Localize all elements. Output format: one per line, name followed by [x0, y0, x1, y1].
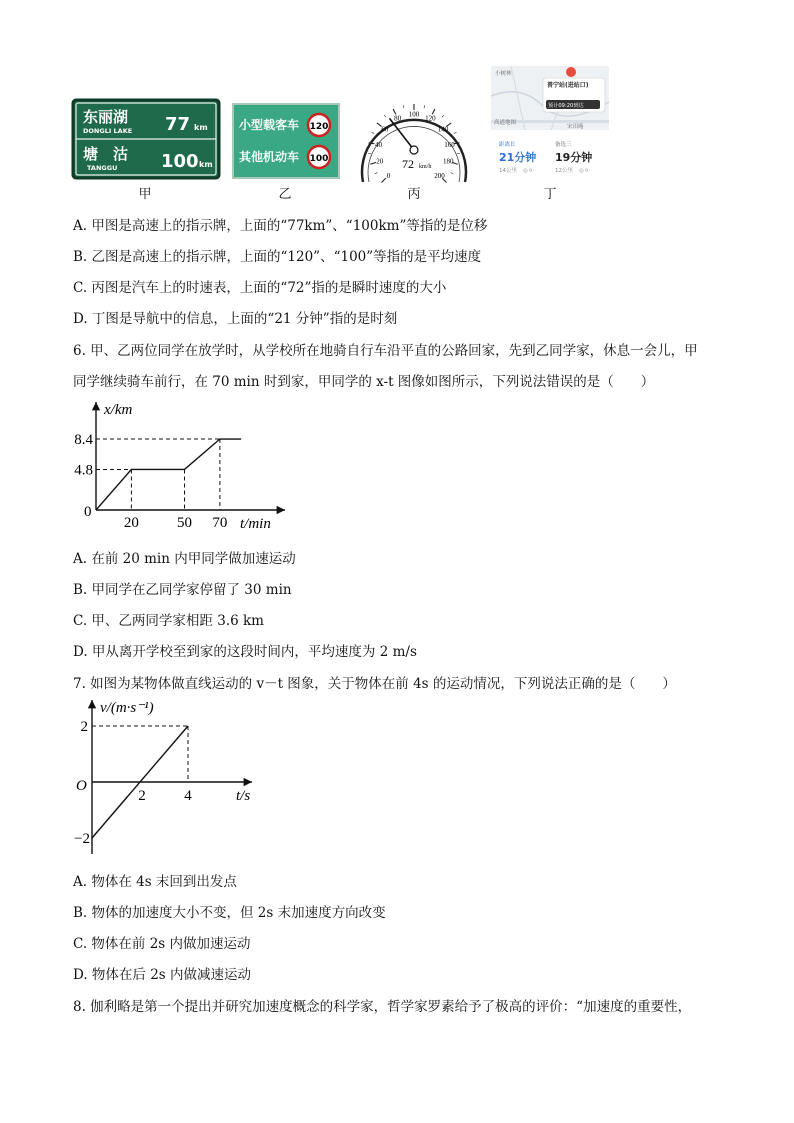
y-tick-2: 2 — [80, 719, 88, 735]
xt-graph — [74, 398, 300, 536]
origin-label: O — [76, 778, 87, 794]
figure-ding — [491, 66, 609, 180]
gauge-tick-label: 180 — [442, 157, 454, 166]
x-tick-2: 2 — [138, 788, 146, 804]
q5-option-b: B. 乙图是高速上的指示牌，上面的“120”、“100”等指的是平均速度 — [73, 249, 482, 265]
x-axis-label: t/min — [240, 516, 271, 532]
route1-label: 距离长 — [499, 142, 516, 148]
caption-yi: 乙 — [278, 187, 292, 202]
station-name: 普宁站(进站口) — [547, 82, 589, 89]
route2-dist: 12公里 — [555, 168, 573, 174]
q6-option-a: A. 在前 20 min 内甲同学做加速运动 — [73, 551, 296, 567]
navigation-screenshot — [491, 66, 609, 180]
vt-chart-svg — [70, 696, 270, 856]
sign-dest2-en: TANGGU — [87, 164, 118, 172]
map-label-left: 高道地图 — [494, 120, 517, 126]
gauge-tick-label: 140 — [437, 125, 449, 134]
x-tick-50: 50 — [177, 515, 192, 531]
limit-value1: 120 — [309, 122, 329, 132]
needle-hub — [410, 146, 418, 154]
q7-option-a: A. 物体在 4s 末回到出发点 — [73, 874, 237, 890]
sign-dist1: 77 — [165, 114, 191, 135]
q7-option-c: C. 物体在前 2s 内做加速运动 — [73, 936, 251, 952]
route2-time: 19分钟 — [555, 151, 593, 164]
q7-stem: 7. 如图为某物体做直线运动的 v－t 图象，关于物体在前 4s 的运动情况，下列说法正确的是（ ） — [73, 676, 676, 692]
caption-ding: 丁 — [543, 187, 557, 202]
q7-option-d: D. 物体在后 2s 内做减速运动 — [73, 967, 252, 983]
sign-dest1-en: DONGLI LAKE — [83, 127, 133, 135]
q6-option-c: C. 甲、乙两同学家相距 3.6 km — [73, 613, 264, 629]
y-axis-label: v/(m·s⁻¹) — [100, 700, 154, 716]
gauge-tick-label: 40 — [374, 140, 382, 149]
route1-dist: 14公里 — [499, 168, 517, 174]
q6-option-b: B. 甲同学在乙同学家停留了 30 min — [73, 582, 292, 598]
q5-option-a: A. 甲图是高速上的指示牌，上面的“77km”、“100km”等指的是位移 — [73, 218, 488, 234]
gauge-tick — [384, 115, 386, 117]
gauge-tick — [372, 132, 375, 133]
destination-pin-icon — [566, 67, 576, 77]
route1-lights-count: 9 — [529, 168, 532, 174]
eta-text: 预计09:20到达 — [548, 103, 584, 109]
origin-label: 0 — [84, 504, 92, 520]
sign-dest2-cn: 塘 沽 — [83, 145, 129, 163]
figure-bing — [355, 92, 473, 182]
figure-yi — [233, 104, 339, 178]
gauge-tick — [442, 115, 444, 117]
route2-lights: ◎ — [579, 168, 584, 174]
speed-reading: 72 — [402, 157, 414, 171]
q5-option-c: C. 丙图是汽车上的时速表，上面的“72”指的是瞬时速度的大小 — [73, 280, 447, 296]
vt-graph — [70, 696, 270, 856]
q7-option-b: B. 物体的加速度大小不变，但 2s 末加速度方向改变 — [73, 905, 386, 921]
sign-dist2: 100 — [161, 151, 199, 172]
caption-jia: 甲 — [138, 187, 152, 202]
y-tick-8-4: 8.4 — [74, 432, 93, 449]
x-axis-label: t/s — [236, 788, 251, 804]
gauge-tick-label: 160 — [444, 140, 455, 149]
gauge-tick-label: 200 — [434, 171, 445, 180]
map-label-top: 小树林 — [495, 71, 512, 77]
gauge-tick-label: 120 — [425, 114, 436, 123]
x-tick-70: 70 — [212, 515, 228, 531]
q8-stem: 8. 伽利略是第一个提出并研究加速度概念的科学家，哲学家罗素给予了极高的评价：“加速度的重要性， — [73, 999, 692, 1015]
speedometer — [355, 92, 473, 182]
gauge-tick-label: 80 — [394, 114, 402, 123]
gauge-tick — [424, 105, 425, 108]
q6-stem-line2: 同学继续骑车前行，在 70 min 时到家，甲同学的 x-t 图像如图所示，下列说法错误的是（ ） — [73, 374, 655, 390]
sign-unit2: km — [199, 160, 213, 169]
limit-value2: 100 — [309, 154, 329, 164]
gauge-tick-label: 100 — [408, 110, 420, 119]
y-axis-label: x/km — [104, 402, 133, 418]
q6-option-d: D. 甲从离开学校至到家的这段时间内，平均速度为 2 m/s — [73, 644, 417, 660]
gauge-tick-label: 0 — [386, 171, 391, 180]
map-label-right: 宋田庵 — [567, 124, 584, 130]
caption-bing: 丙 — [407, 187, 421, 202]
y-tick-neg2: −2 — [74, 831, 90, 847]
route1-time: 21分钟 — [499, 151, 537, 164]
xt-series-line — [96, 439, 241, 510]
route1-lights: ◎ — [523, 168, 528, 174]
route2-lights-count: 9 — [585, 168, 588, 174]
x-tick-20: 20 — [123, 515, 139, 531]
q6-stem-line1: 6. 甲、乙两位同学在放学时，从学校所在地骑自行车沿平直的公路回家，先到乙同学家，休息一会儿，甲 — [73, 343, 698, 359]
gauge-tick-label: 20 — [376, 157, 384, 166]
figure-jia — [73, 100, 219, 178]
speed-limit-sign — [233, 104, 339, 178]
gauge-tick — [454, 132, 457, 133]
gauge-tick-label: 60 — [381, 125, 389, 134]
xt-chart-svg — [74, 398, 300, 536]
road-sign-distance — [73, 100, 219, 178]
sign-dest1-cn: 东丽湖 — [83, 108, 129, 126]
q5-option-d: D. 丁图是导航中的信息，上面的“21 分钟”指的是时刻 — [73, 311, 398, 327]
gauge-tick — [403, 105, 404, 108]
y-tick-4-8: 4.8 — [74, 462, 93, 479]
sign-unit1: km — [194, 123, 208, 132]
speed-unit: km/h — [419, 164, 432, 170]
limit-label1: 小型载客车 — [239, 118, 300, 132]
limit-label2: 其他机动车 — [239, 150, 300, 164]
route2-label: 备选三 — [555, 142, 572, 148]
x-tick-4: 4 — [184, 788, 192, 804]
